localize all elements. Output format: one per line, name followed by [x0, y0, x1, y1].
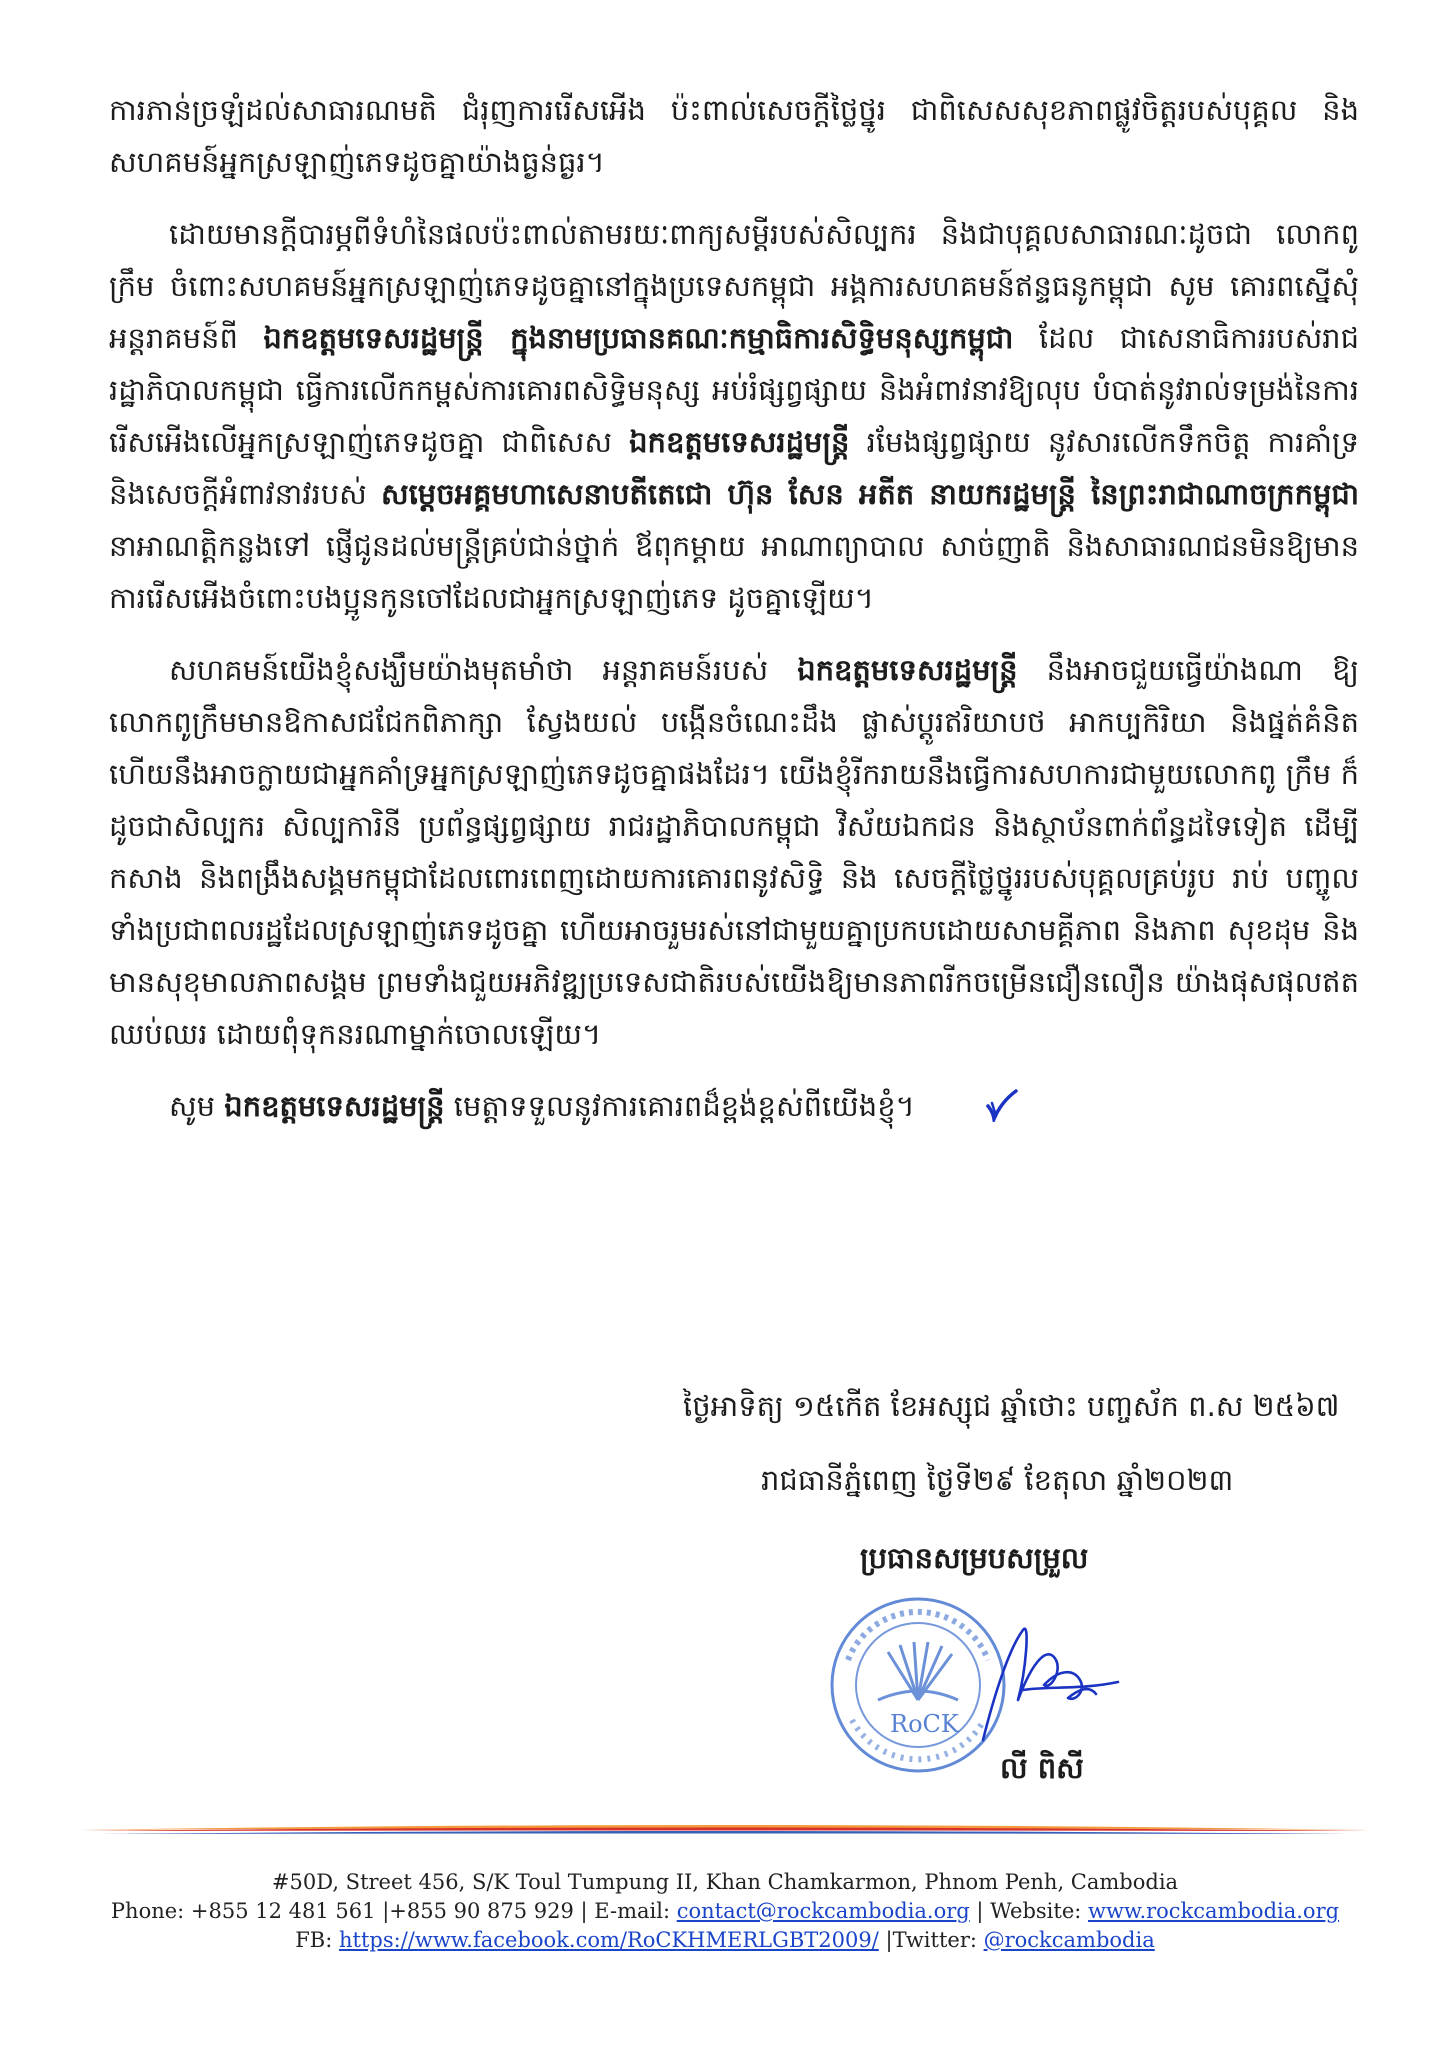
website-link[interactable]: www.rockcambodia.org	[1088, 1899, 1340, 1923]
footer-phone-line	[60, 1897, 1390, 1926]
solar-date: រាជធានីភ្នំពេញ ថ្ងៃទី២៩ ខែតុលា ឆ្នាំ២០២៣	[761, 1463, 1234, 1497]
email-link[interactable]: contact@rockcambodia.org	[676, 1899, 970, 1923]
paragraph-3-text: នឹងអាចជួយធ្វើយ៉ាងណា ឱ្យលោកពូក្រឹមមានឱកាសជជែកពិភាក្សា ស្វែងយល់ បង្កើនចំណេះដឹង ផ្លាស់ប្តូរឥរិយាបថ អាកប្បកិរិយា និងផ្នត់គំនិត ហើយនឹងអាចក្លាយជាអ្នកគាំទ្រអ្នកស្រឡាញ់ភេទដូចគ្នាផងដែរ។ យើងខ្ញុំរីករាយនឹងធ្វើការសហការជាមួយលោកពូ ក្រឹម ក៏ដូចជាសិល្បករ សិល្បការិនី ប្រព័ន្ធផ្សព្វផ្សាយ រាជរដ្ឋាភិបាលកម្ពុជា វិស័យឯកជន និងស្ថាប័នពាក់ព័ន្ធដទៃទៀត ដើម្បីកសាង និងពង្រឹងសង្គមកម្ពុជាដែលពោរពេញដោយការគោរពនូវសិទ្ធិ និង សេចក្តីថ្លៃថ្នូររបស់បុគ្គលគ្រប់រូប រាប់ បញ្ចូលទាំងប្រជាពលរដ្ឋដែលស្រឡាញ់ភេទដូចគ្នា ហើយអាចរួមរស់នៅជាមួយគ្នាប្រកបដោយសាមគ្គីភាព និងភាព សុខដុម និងមានសុខុមាលភាពសង្គម ព្រមទាំងជួយអភិវឌ្ឍប្រទេសជាតិរបស់យើងឱ្យមានភាពរីកចម្រើនជឿនលឿន យ៉ាងផុសផុលឥតឈប់ឈរ ដោយពុំទុកនរណាម្នាក់ចោលឡើយ។	[109, 653, 1359, 1051]
footer-website-label: | Website:	[969, 1899, 1089, 1923]
paragraph-1	[109, 84, 1359, 188]
seal-text: RoCK	[890, 1710, 959, 1738]
paragraph-3	[109, 644, 1359, 1060]
footer-divider	[80, 1818, 1370, 1844]
signatory-title: ប្រធានសម្របសម្រួល	[860, 1541, 1089, 1575]
closing-prefix: សូម	[169, 1089, 225, 1123]
paragraph-3-emphasis: ឯកឧត្តមទេសរដ្ឋមន្ត្រី	[797, 653, 1018, 687]
paragraph-2-text: ដែល ជាសេនាធិការរបស់រាជរដ្ឋាភិបាលកម្ពុជា ធ្វើការលើកកម្ពស់ការគោរពសិទ្ធិមនុស្ស អប់រំផ្សព្វផ្សាយ និងអំពាវនាវឱ្យលុប បំបាត់នូវរាល់ទម្រង់នៃការរើសអើងលើអ្នកស្រឡាញ់ភេទដូចគ្នា ជាពិសេស	[109, 321, 1359, 459]
paragraph-2-text: នាអាណត្តិកន្លងទៅ ផ្ញើជូនដល់មន្ត្រីគ្រប់ជាន់ថ្នាក់ ឪពុកម្តាយ អាណាព្យាបាល សាច់ញាតិ និងសាធារណជនមិនឱ្យមានការរើសអើងចំពោះបងប្អូនកូនចៅដែលជាអ្នកស្រឡាញ់ភេទ ដូចគ្នាឡើយ។	[109, 529, 1359, 615]
footer-social-line	[60, 1926, 1390, 1955]
paragraph-2	[109, 208, 1359, 624]
twitter-link[interactable]: @rockcambodia	[983, 1928, 1155, 1952]
closing-line	[109, 1080, 1359, 1138]
footer-twitter-label: |Twitter:	[878, 1928, 984, 1952]
lunar-date: ថ្ងៃអាទិត្យ ១៥កើត ខែអស្សុជ ឆ្នាំថោះ បញ្ចស័ក ព.ស ២៥៦៧	[683, 1389, 1340, 1423]
paragraph-3-text: សហគមន៍យើងខ្ញុំសង្ឃឹមយ៉ាងមុតមាំថា អន្តរាគមន៍របស់	[169, 653, 798, 687]
signatory-name: លី ពិសី	[1000, 1751, 1084, 1785]
paragraph-2-text: រមែងផ្សព្វផ្សាយ នូវសារលើកទឹកចិត្ត ការគាំទ្រ និងសេចក្តីអំពាវនាវរបស់	[109, 425, 1359, 511]
facebook-link[interactable]: https://www.facebook.com/RoCKHMERLGBT2009/	[339, 1928, 879, 1952]
paragraph-2-emphasis: ឯកឧត្តមទេសរដ្ឋមន្ត្រី ក្នុងនាមប្រធានគណៈកម្មាធិការសិទ្ធិមនុស្សកម្ពុជា	[263, 321, 1014, 355]
closing-emphasis: ឯកឧត្តមទេសរដ្ឋមន្ត្រី	[224, 1089, 445, 1123]
footer-fb-label: FB:	[295, 1928, 339, 1952]
paragraph-1-text: ការភាន់ច្រឡំដល់សាធារណមតិ ជំរុញការរើសអើង ប៉ះពាល់សេចក្តីថ្លៃថ្នូរ ជាពិសេសសុខភាពផ្លូវចិត្តរបស់បុគ្គល និង សហគមន៍អ្នកស្រឡាញ់ភេទដូចគ្នាយ៉ាងធ្ងន់ធ្ងរ។	[109, 93, 1359, 179]
closing-suffix: មេត្តាទទួលនូវការគោរពដ៏ខ្ពង់ខ្ពស់ពីយើងខ្ញុំ។	[444, 1089, 915, 1123]
paragraph-2-text: ដោយមានក្តីបារម្ភពីទំហំនៃផលប៉ះពាល់តាមរយៈពាក្យសម្តីរបស់សិល្បករ និងជាបុគ្គលសាធារណៈដូចជា លោកពូក្រឹម ចំពោះសហគមន៍អ្នកស្រឡាញ់ភេទដូចគ្នានៅក្នុងប្រទេសកម្ពុជា អង្គការសហគមន៍ឥន្ទធនូកម្ពុជា សូម គោរពស្នើសុំអន្តរាគមន៍ពី	[109, 217, 1359, 355]
checkmark-icon	[925, 1086, 1019, 1138]
letter-body	[109, 84, 1359, 1158]
paragraph-2-emphasis: ឯកឧត្តមទេសរដ្ឋមន្ត្រី	[629, 425, 850, 459]
footer-phone: Phone: +855 12 481 561 |+855 90 875 929 | E-mail:	[110, 1899, 677, 1923]
contact-footer	[60, 1868, 1390, 1955]
footer-address: #50D, Street 456, S/K Toul Tumpung II, Khan Chamkarmon, Phnom Penh, Cambodia	[271, 1870, 1179, 1894]
paragraph-2-emphasis: សម្តេចអគ្គមហាសេនាបតីតេជោ ហ៊ុន សែន អតីត នាយករដ្ឋមន្ត្រី នៃព្រះរាជាណាចក្រកម្ពុជា	[380, 477, 1359, 511]
